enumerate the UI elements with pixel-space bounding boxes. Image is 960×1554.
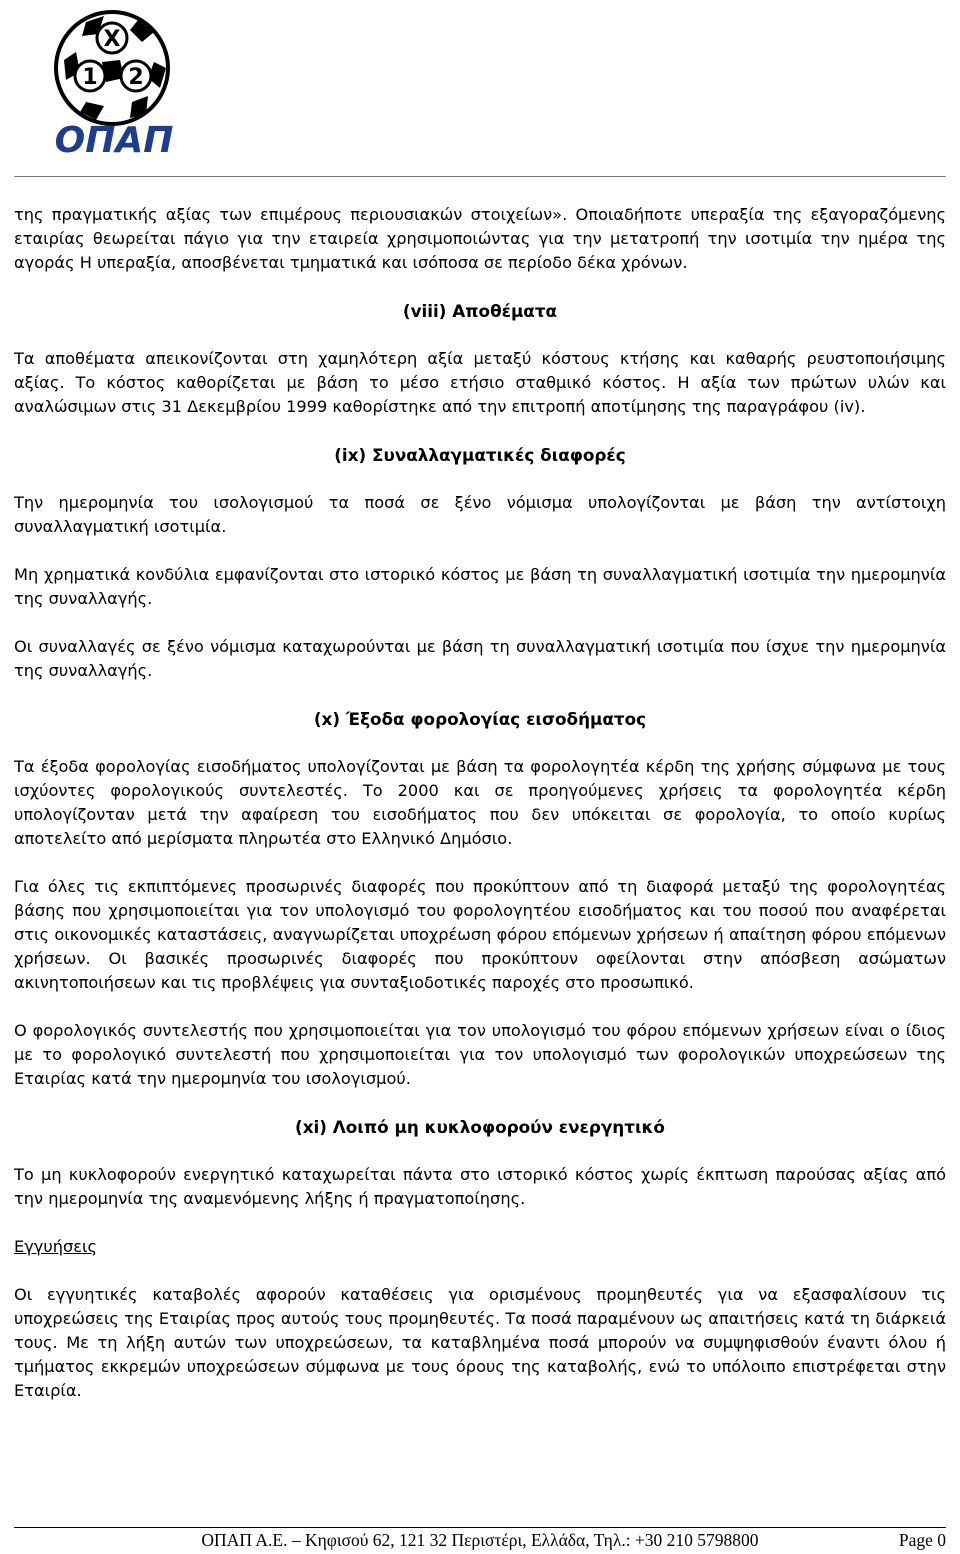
header-divider — [14, 176, 946, 177]
paragraph-x-1: Τα έξοδα φορολογίας εισοδήματος υπολογίζονται με βάση τα φορολογητέα κέρδη της χρήσης σύμφωνα με τους ισχύοντες φορολογικούς συντελεστές. Το 2000 και σε προηγούμενες χρήσεις τα φορολογητέα κέρδη υπολογίζονταν μετά την αφαίρεση του εισοδήματος που δεν υπόκειται σε φορολογία, το οποίο κυρίως αποτελείτο από μερίσματα πληρωτέα στο Ελληνικό Δημόσιο. — [14, 757, 946, 848]
heading-viii: (viii) Αποθέματα — [402, 301, 558, 321]
footer-page-number: Page 0 — [898, 1530, 946, 1550]
paragraph-guarantees: Οι εγγυητικές καταβολές αφορούν καταθέσεις για ορισμένους προμηθευτές για να εξασφαλίσουν τις υποχρεώσεις της Εταιρίας προς αυτούς τους προμηθευτές. Τα ποσά παραμένουν ως απαιτήσεις κατά τη διάρκειά τους. Με τη λήξη αυτών των υποχρεώσεων, τα καταβλημένα ποσά μπορούν να συμψηφισθούν έναντι όλου ή τμήματος εκκρεμών υποχρεώσεων σύμφωνα με τους όρους της καταβολής, ενώ το υπόλοιπο επιστρέφεται στην Εταιρία. — [14, 1285, 946, 1400]
footer-divider — [14, 1527, 946, 1528]
subheading-guarantees: Εγγυήσεις — [14, 1237, 98, 1256]
document-body — [14, 203, 946, 1403]
logo-x-text: X — [103, 27, 121, 52]
heading-x: (x) Έξοδα φορολογίας εισοδήματος — [313, 709, 647, 729]
page-footer — [14, 1530, 946, 1554]
opap-logo — [46, 2, 186, 162]
paragraph-viii: Τα αποθέματα απεικονίζονται στη χαμηλότερη αξία μεταξύ κόστους κτήσης και καθαρής ρευστοποιήσιμης αξίας. Το κόστος καθορίζεται με βάση το μέσο ετήσιο σταθμικό κόστος. Η αξία των πρώτων υλών και αναλώσιμων στις 31 Δεκεμβρίου 1999 καθορίστηκε από την επιτροπή αποτίμησης της παραγράφου (iv). — [14, 349, 946, 416]
logo-wordmark: ΟΠΑΠ — [54, 120, 174, 161]
paragraph-ix-2: Μη χρηματικά κονδύλια εμφανίζονται στο ιστορικό κόστος με βάση τη συναλλαγματική ισοτιμία την ημερομηνία της συναλλαγής. — [14, 565, 946, 608]
paragraph-xi: Το μη κυκλοφορούν ενεργητικό καταχωρείται πάντα στο ιστορικό κόστος χωρίς έκπτωση παρούσας αξίας από την ημερομηνία της αναμενόμενης λήξης ή πραγματοποίησης. — [14, 1165, 946, 1208]
paragraph-ix-1: Την ημερομηνία του ισολογισμού τα ποσά σε ξένο νόμισμα υπολογίζονται με βάση την αντίστοιχη συναλλαγματική ισοτιμία. — [14, 493, 946, 536]
footer-company-line: ΟΠΑΠ Α.Ε. – Κηφισού 62, 121 32 Περιστέρι, Ελλάδα, Τηλ.: +30 210 5798800 — [201, 1530, 759, 1550]
heading-xi: (xi) Λοιπό μη κυκλοφορούν ενεργητικό — [295, 1117, 665, 1137]
paragraph-x-3: Ο φορολογικός συντελεστής που χρησιμοποιείται για τον υπολογισμό του φόρου επόμενων χρήσεων είναι ο ίδιος με το φορολογικό συντελεστή που χρησιμοποιείται για τον υπολογισμό των φορολογικών υποχρεώσεων της Εταιρίας κατά την ημερομηνία του ισολογισμού. — [14, 1021, 946, 1088]
paragraph-x-2: Για όλες τις εκπιπτόμενες προσωρινές διαφορές που προκύπτουν από τη διαφορά μεταξύ της φορολογητέας βάσης που χρησιμοποιείται για τον υπολογισμό του φορολογητέου εισοδήματος και του ποσού που αναφέρεται στις οικονομικές καταστάσεις, αναγνωρίζεται υποχρέωση φόρου επόμενων χρήσεων ή απαίτηση φόρου επόμενων χρήσεων. Οι βασικές προσωρινές διαφορές που προκύπτουν οφείλονται στην απόσβεση ασώματων ακινητοποιήσεων και τις προβλέψεις για συνταξιοδοτικές παροχές στο προσωπικό. — [14, 877, 946, 992]
heading-ix: (ix) Συναλλαγματικές διαφορές — [334, 445, 626, 465]
paragraph-ix-3: Οι συναλλαγές σε ξένο νόμισμα καταχωρούνται με βάση τη συναλλαγματική ισοτιμία που ίσχυε την ημερομηνία της συναλλαγής. — [14, 637, 946, 680]
logo-1-text: 1 — [82, 65, 98, 90]
intro-paragraph: της πραγματικής αξίας των επιμέρους περιουσιακών στοιχείων». Οποιαδήποτε υπεραξία της εξαγοραζόμενης εταιρίας θεωρείται πάγιο για την εταιρεία χρησιμοποιώντας για την μετατροπή την ισοτιμία την ημέρα της αγοράς Η υπεραξία, αποσβένεται τμηματικά και ισόποσα σε περίοδο δέκα χρόνων. — [14, 205, 946, 272]
soccer-ball-icon — [46, 2, 186, 162]
logo-2-text: 2 — [128, 65, 144, 90]
